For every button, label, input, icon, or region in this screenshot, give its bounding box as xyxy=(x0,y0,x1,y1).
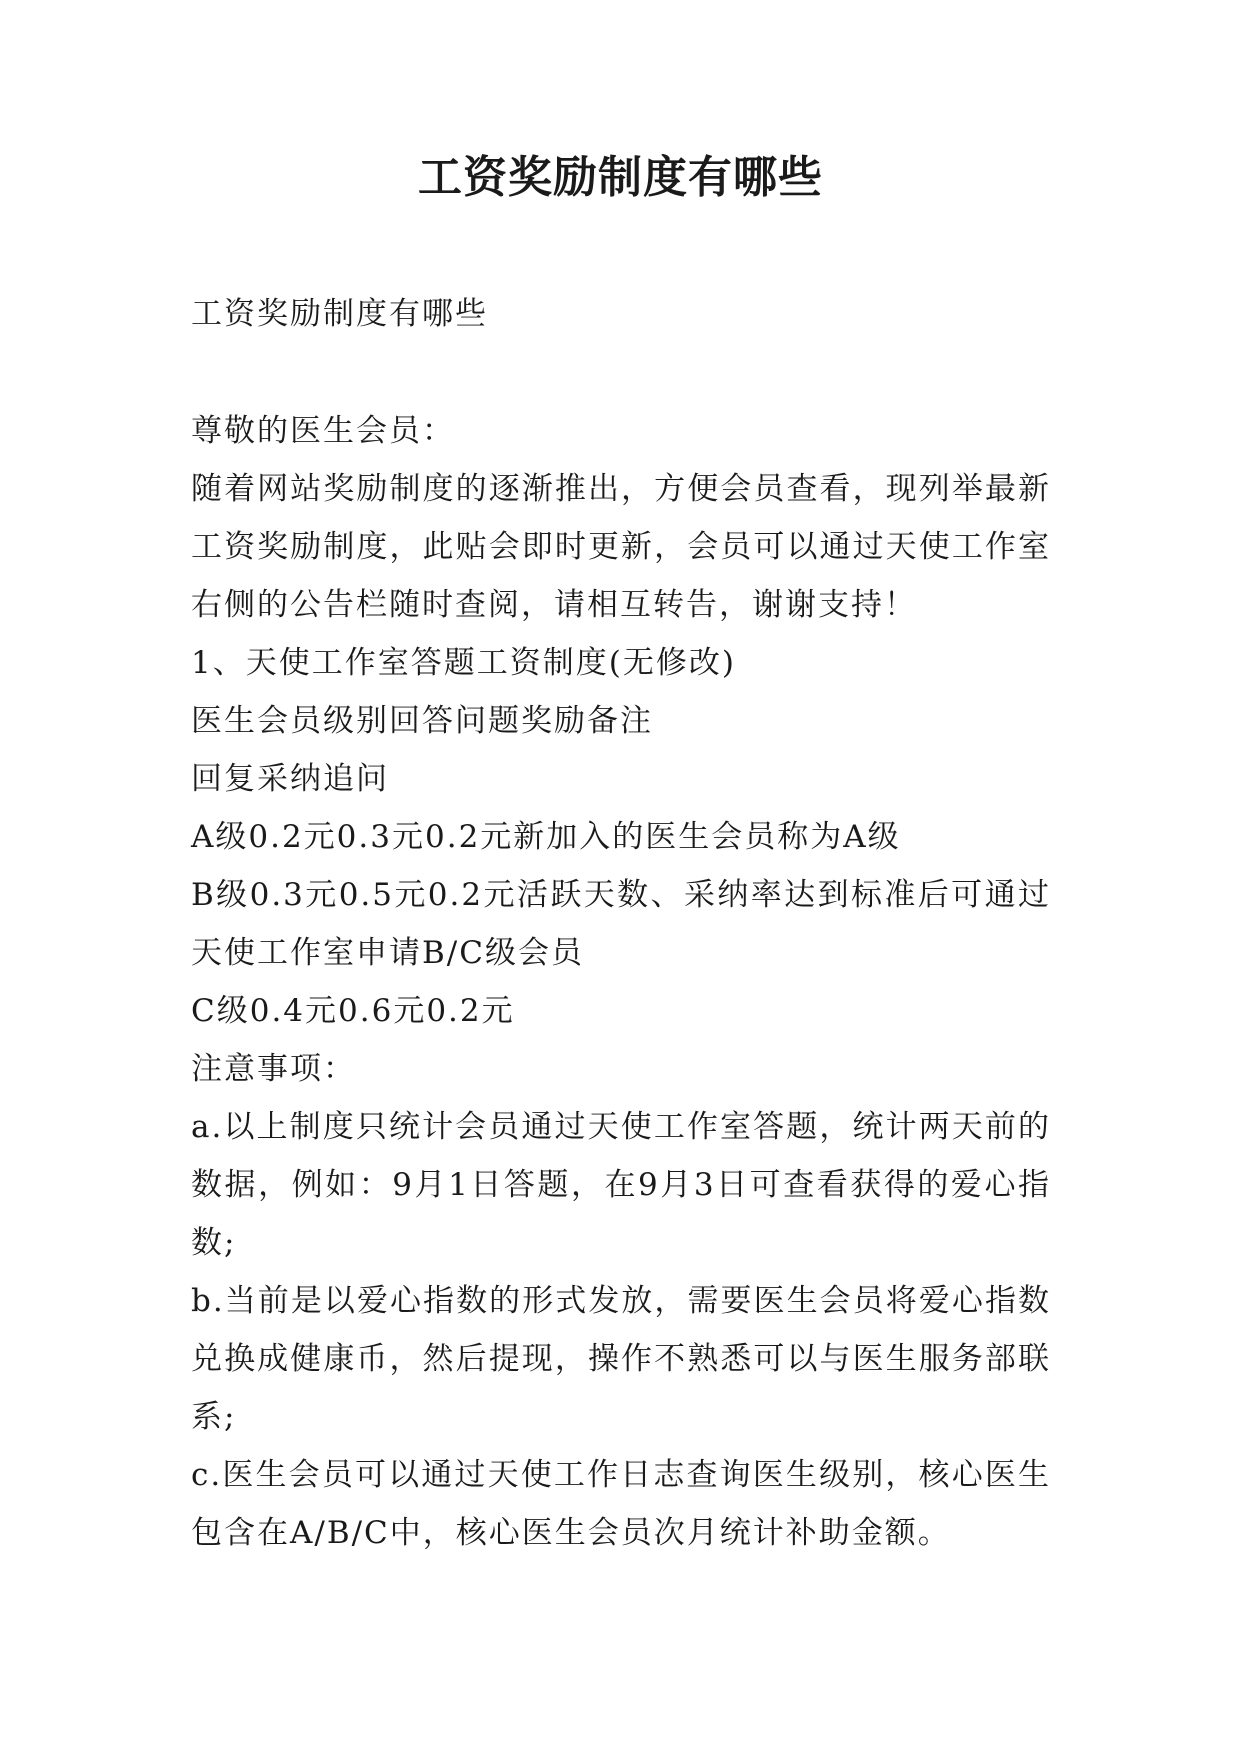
document-body xyxy=(191,402,1051,1562)
document-title: 工资奖励制度有哪些 xyxy=(418,152,823,203)
table-header-line: 医生会员级别回答问题奖励备注 xyxy=(191,703,653,739)
notes-heading: 注意事项： xyxy=(191,1051,356,1087)
level-b-line: B级0.3元0.5元0.2元活跃天数、采纳率达到标准后可通过天使工作室申请B/C级会员 xyxy=(191,877,1051,971)
note-a-paragraph: a.以上制度只统计会员通过天使工作室答题，统计两天前的数据，例如：9月1日答题，在9月3日可查看获得的爱心指数; xyxy=(191,1109,1051,1261)
salutation-paragraph: 尊敬的医生会员： xyxy=(191,413,455,449)
table-subheader-line: 回复采纳追问 xyxy=(191,761,389,797)
note-b-paragraph: b.当前是以爱心指数的形式发放，需要医生会员将爱心指数兑换成健康币，然后提现，操作不熟悉可以与医生服务部联系; xyxy=(191,1283,1051,1435)
note-c-paragraph: c.医生会员可以通过天使工作日志查询医生级别，核心医生包含在A/B/C中，核心医生会员次月统计补助金额。 xyxy=(191,1457,1051,1551)
level-a-line: A级0.2元0.3元0.2元新加入的医生会员称为A级 xyxy=(191,819,901,855)
section-heading: 1、天使工作室答题工资制度(无修改) xyxy=(191,645,736,681)
document-subtitle: 工资奖励制度有哪些 xyxy=(191,296,488,332)
intro-paragraph: 随着网站奖励制度的逐渐推出，方便会员查看，现列举最新工资奖励制度，此贴会即时更新，会员可以通过天使工作室右侧的公告栏随时查阅，请相互转告，谢谢支持！ xyxy=(191,471,1051,623)
level-c-line: C级0.4元0.6元0.2元 xyxy=(191,993,515,1029)
